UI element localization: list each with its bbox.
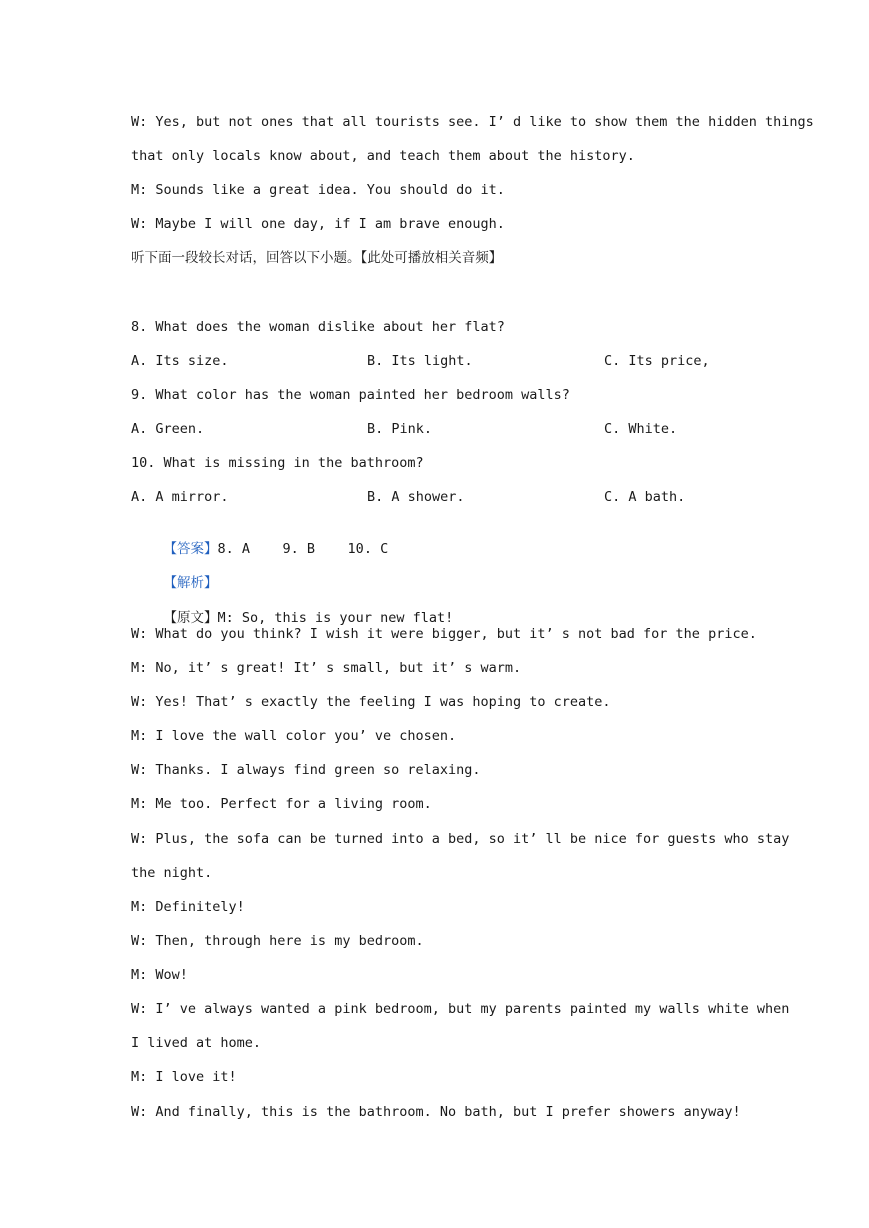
- option-c: C. White.: [604, 421, 678, 437]
- answer-text: 8. A 9. B 10. C: [217, 541, 389, 557]
- option-b: B. A shower.: [367, 489, 465, 505]
- option-b: B. Its light.: [367, 353, 473, 369]
- dialogue-line: M: Sounds like a great idea. You should do it.: [131, 182, 505, 198]
- transcript-line: W: What do you think? I wish it were bigger, but it’ s not bad for the price.: [131, 626, 757, 642]
- question-stem: 9. What color has the woman painted her bedroom walls?: [131, 387, 570, 403]
- transcript-line: M: I love the wall color you’ ve chosen.: [131, 728, 457, 744]
- transcript-text: M: So, this is your new flat!: [217, 610, 454, 626]
- transcript-line: W: Thanks. I always find green so relaxing.: [131, 762, 481, 778]
- analysis-tag: 【解析】: [163, 575, 218, 591]
- transcript-line: M: No, it’ s great! It’ s small, but it’ s warm.: [131, 660, 522, 676]
- option-a: A. Its size.: [131, 353, 229, 369]
- transcript-line: W: I’ ve always wanted a pink bedroom, but my parents painted my walls white when: [131, 1001, 790, 1017]
- transcript-line: I lived at home.: [131, 1035, 262, 1051]
- option-b: B. Pink.: [367, 421, 433, 437]
- option-a: A. A mirror.: [131, 489, 229, 505]
- dialogue-line: W: Maybe I will one day, if I am brave enough.: [131, 216, 505, 232]
- transcript-line: M: Wow!: [131, 967, 188, 983]
- transcript-line: M: I love it!: [131, 1069, 237, 1085]
- transcript-line: the night.: [131, 865, 213, 881]
- dialogue-line: that only locals know about, and teach them about the history.: [131, 148, 635, 164]
- transcript-line: W: Yes! That’ s exactly the feeling I was hoping to create.: [131, 694, 611, 710]
- dialogue-line: W: Yes, but not ones that all tourists see. I’ d like to show them the hidden things: [131, 114, 814, 130]
- transcript-line: W: Then, through here is my bedroom.: [131, 933, 424, 949]
- question-stem: 8. What does the woman dislike about her flat?: [131, 319, 505, 335]
- transcript-line: M: Definitely!: [131, 899, 245, 915]
- transcript-line: W: Plus, the sofa can be turned into a bed, so it’ ll be nice for guests who stay: [131, 831, 790, 847]
- option-c: C. A bath.: [604, 489, 686, 505]
- option-a: A. Green.: [131, 421, 205, 437]
- listening-instruction: 听下面一段较长对话，回答以下小题。【此处可播放相关音频】: [131, 250, 503, 266]
- transcript-line: W: And finally, this is the bathroom. No bath, but I prefer showers anyway!: [131, 1104, 741, 1120]
- question-stem: 10. What is missing in the bathroom?: [131, 455, 424, 471]
- transcript-tag: 【原文】: [163, 610, 218, 626]
- option-c: C. Its price,: [604, 353, 710, 369]
- answer-tag: 【答案】: [163, 541, 218, 557]
- transcript-line: M: Me too. Perfect for a living room.: [131, 796, 432, 812]
